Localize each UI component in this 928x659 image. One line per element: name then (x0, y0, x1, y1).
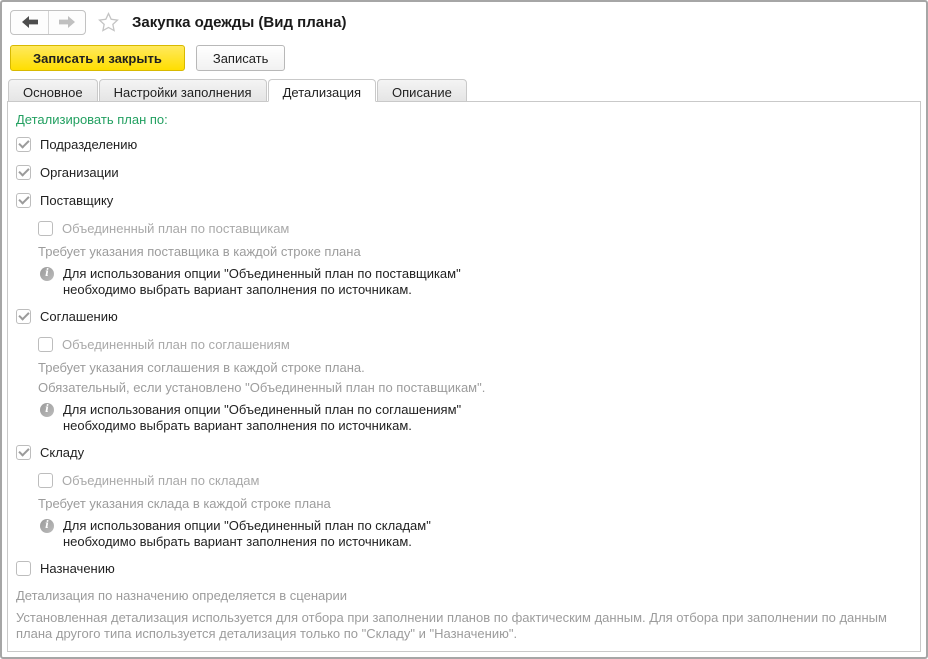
save-and-close-button[interactable]: Записать и закрыть (10, 45, 185, 71)
info-icon: i (40, 403, 54, 417)
supplier-requirement-note: Требует указания поставщика в каждой строке плана (38, 244, 361, 259)
agreement-info-line1: Для использования опции "Объединенный план по соглашениям" (63, 402, 462, 417)
info-icon: i (40, 267, 54, 281)
department-checkbox[interactable] (16, 137, 31, 152)
supplier-info-line1: Для использования опции "Объединенный план по поставщикам" (63, 266, 461, 281)
checkbox-row-organization (16, 164, 910, 180)
purpose-checkbox[interactable] (16, 561, 31, 576)
footer-description: Установленная детализация используется для отбора при заполнении планов по фактическим данным. Для отбора при заполнении по данным плана другого типа используется детализация только по "Складу" и "Назначению". (16, 610, 887, 641)
tab-description[interactable]: Описание (377, 79, 467, 102)
supplier-info-callout (40, 266, 910, 298)
checkbox-row-agreement (16, 308, 910, 324)
supplier-info-text (63, 266, 461, 298)
supplier-info-line2: необходимо выбрать вариант заполнения по источникам. (63, 282, 412, 297)
checkbox-row-department (16, 136, 910, 152)
save-button[interactable]: Записать (196, 45, 286, 71)
agreement-info-callout (40, 402, 910, 434)
warehouse-checkbox[interactable] (16, 445, 31, 460)
warehouse-info-line2: необходимо выбрать вариант заполнения по источникам. (63, 534, 412, 549)
back-button[interactable] (11, 11, 48, 34)
checkbox-row-warehouse (16, 444, 910, 460)
checkbox-row-purpose (16, 560, 910, 576)
detailing-tab-panel (7, 101, 921, 652)
purpose-note: Детализация по назначению определяется в сценарии (16, 588, 347, 603)
warehouse-info-text (63, 518, 431, 550)
info-icon: i (40, 519, 54, 533)
forward-button[interactable] (48, 11, 85, 34)
organization-checkbox[interactable] (16, 165, 31, 180)
page-title: Закупка одежды (Вид плана) (132, 13, 347, 31)
supplier-checkbox-label: Поставщику (40, 192, 114, 208)
supplier-checkbox[interactable] (16, 193, 31, 208)
supplier-combined-checkbox-label: Объединенный план по поставщикам (62, 220, 290, 236)
checkbox-row-supplier (16, 192, 910, 208)
warehouse-info-callout (40, 518, 910, 550)
header (2, 2, 926, 40)
forward-arrow-icon (59, 16, 75, 28)
back-arrow-icon (22, 16, 38, 28)
command-bar (2, 40, 926, 74)
agreement-info-line2: необходимо выбрать вариант заполнения по источникам. (63, 418, 412, 433)
agreement-checkbox-label: Соглашению (40, 308, 118, 324)
tab-detailing[interactable]: Детализация (268, 79, 376, 102)
checkbox-row-agreement-combined (38, 336, 910, 352)
agreement-combined-checkbox-label: Объединенный план по соглашениям (62, 336, 290, 352)
checkbox-row-warehouse-combined (38, 472, 910, 488)
tab-bar (2, 74, 926, 101)
organization-checkbox-label: Организации (40, 164, 119, 180)
department-checkbox-label: Подразделению (40, 136, 138, 152)
agreement-info-text (63, 402, 461, 434)
agreement-mandatory-note: Обязательный, если установлено "Объединенный план по поставщикам". (38, 380, 486, 395)
supplier-combined-checkbox[interactable] (38, 221, 53, 236)
nav-button-group (10, 10, 86, 35)
tab-fill-settings[interactable]: Настройки заполнения (99, 79, 267, 102)
warehouse-combined-checkbox[interactable] (38, 473, 53, 488)
favorite-star-icon[interactable] (98, 12, 119, 32)
agreement-combined-checkbox[interactable] (38, 337, 53, 352)
tab-main[interactable]: Основное (8, 79, 98, 102)
agreement-checkbox[interactable] (16, 309, 31, 324)
warehouse-combined-checkbox-label: Объединенный план по складам (62, 472, 260, 488)
purpose-checkbox-label: Назначению (40, 560, 115, 576)
agreement-requirement-note: Требует указания соглашения в каждой строке плана. (38, 360, 365, 375)
warehouse-info-line1: Для использования опции "Объединенный план по складам" (63, 518, 431, 533)
section-label: Детализировать план по: (16, 112, 168, 127)
warehouse-requirement-note: Требует указания склада в каждой строке плана (38, 496, 331, 511)
warehouse-checkbox-label: Складу (40, 444, 85, 460)
checkbox-row-supplier-combined (38, 220, 910, 236)
